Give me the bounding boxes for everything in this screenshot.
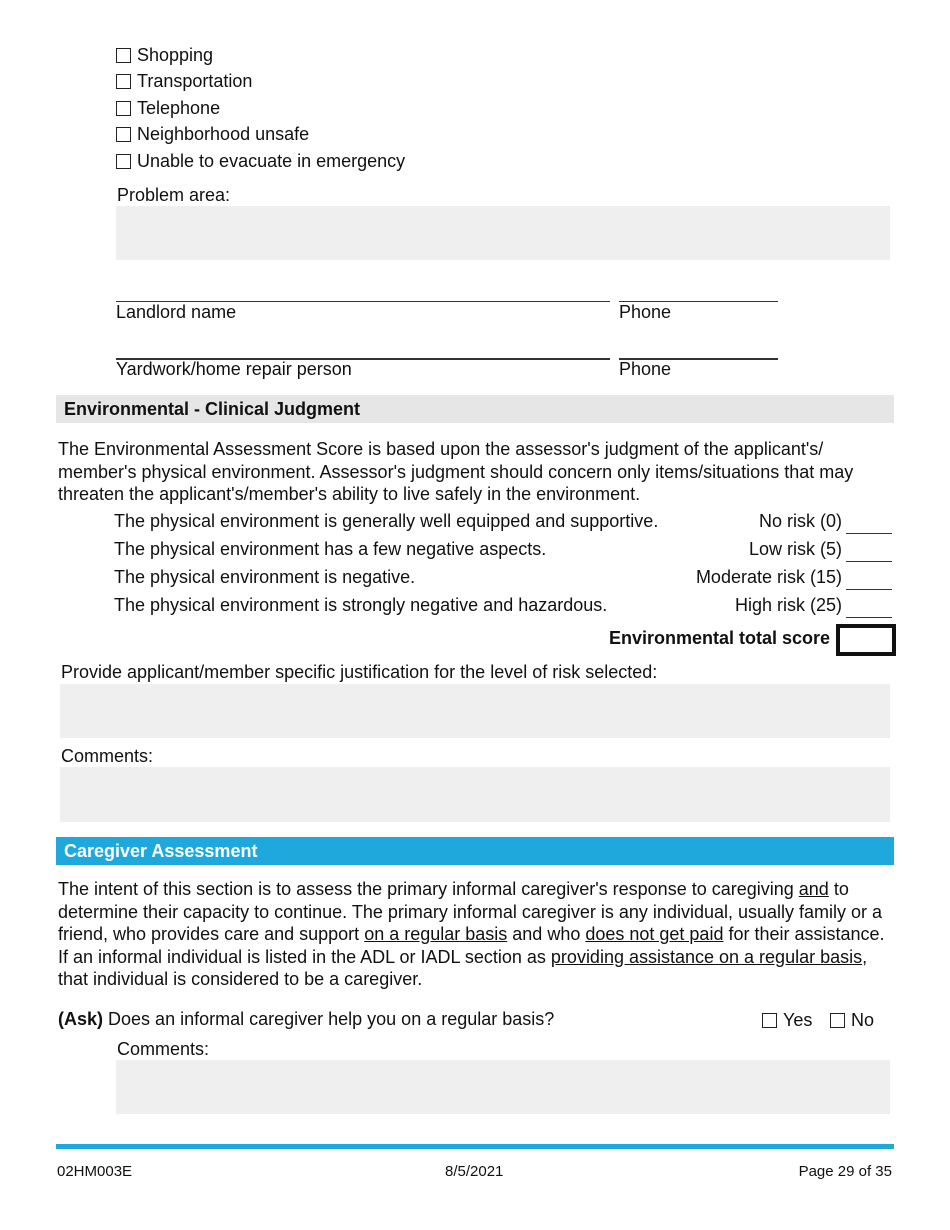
checkbox-item-transportation[interactable] (116, 70, 252, 92)
yardwork-phone-label: Phone (619, 359, 672, 379)
caregiver-yes-option[interactable] (762, 1009, 812, 1031)
risk-label-moderate: Moderate risk (15) (695, 567, 842, 587)
checkbox-label: Telephone (137, 97, 221, 118)
environmental-intro: The Environmental Assessment Score is based upon the assessor's judgment of the applicant's/ member's physical environment. Assessor's judgment should concern only items/situations that may threaten the applicant's/member's ability to live safely in the environment. (58, 439, 854, 504)
justification-label: Provide applicant/member specific justification for the level of risk selected: (61, 662, 658, 682)
risk-score-field-none[interactable] (846, 513, 892, 534)
ask-prefix: (Ask) (58, 1009, 104, 1029)
landlord-phone-label: Phone (619, 302, 672, 322)
risk-score-field-high[interactable] (846, 597, 892, 618)
checkbox-label: Neighborhood unsafe (137, 123, 310, 144)
caregiver-no-option[interactable] (830, 1009, 874, 1031)
problem-area-label: Problem area: (117, 185, 231, 205)
checkbox-item-shopping[interactable] (116, 44, 213, 66)
checkbox-shopping[interactable] (116, 48, 131, 63)
yardwork-name-label: Yardwork/home repair person (116, 359, 352, 379)
footer-divider (56, 1144, 894, 1149)
checkbox-label: Transportation (137, 70, 253, 91)
checkbox-item-neighborhood-unsafe[interactable] (116, 123, 309, 145)
environmental-comments-field[interactable] (60, 767, 890, 822)
justification-field[interactable] (60, 684, 890, 738)
footer-date: 8/5/2021 (445, 1163, 504, 1180)
risk-desc-low: The physical environment has a few negative aspects. (114, 539, 547, 559)
risk-label-high: High risk (25) (734, 595, 842, 615)
caregiver-question (58, 1009, 554, 1030)
no-label: No (851, 1009, 875, 1030)
caregiver-comments-field[interactable] (116, 1060, 890, 1114)
landlord-name-label: Landlord name (116, 302, 237, 322)
checkbox-label: Unable to evacuate in emergency (137, 150, 406, 171)
checkbox-neighborhood-unsafe[interactable] (116, 127, 131, 142)
footer-page-number: Page 29 of 35 (798, 1163, 892, 1180)
environmental-comments-label: Comments: (61, 746, 154, 766)
yes-label: Yes (783, 1009, 813, 1030)
caregiver-section-header: Caregiver Assessment (56, 837, 894, 865)
checkbox-label: Shopping (137, 44, 214, 65)
checkbox-unable-to-evacuate[interactable] (116, 154, 131, 169)
environmental-total-label: Environmental total score (608, 628, 830, 648)
risk-score-field-moderate[interactable] (846, 569, 892, 590)
checkbox-no[interactable] (830, 1013, 845, 1028)
risk-score-field-low[interactable] (846, 541, 892, 562)
risk-desc-none: The physical environment is generally well equipped and supportive. (114, 511, 659, 531)
checkbox-item-unable-to-evacuate[interactable] (116, 150, 405, 172)
risk-label-low: Low risk (5) (748, 539, 842, 559)
footer-form-id: 02HM003E (57, 1163, 133, 1180)
caregiver-comments-label: Comments: (117, 1039, 210, 1059)
problem-area-field[interactable] (116, 206, 890, 260)
caregiver-question-text: Does an informal caregiver help you on a regular basis? (108, 1009, 555, 1029)
risk-desc-high: The physical environment is strongly negative and hazardous. (114, 595, 608, 615)
checkbox-item-telephone[interactable] (116, 97, 220, 119)
caregiver-intro: The intent of this section is to assess the primary informal caregiver's response to caregiving and to determine their capacity to continue. The primary informal caregiver is any individual, usually family or a friend, who provides care and support on a regular basis and who does not get paid for their assistance. If an informal individual is listed in the ADL or IADL section as providing assistance on a regular basis, that individual is considered to be a caregiver. (58, 879, 885, 989)
risk-label-none: No risk (0) (758, 511, 842, 531)
checkbox-yes[interactable] (762, 1013, 777, 1028)
checkbox-telephone[interactable] (116, 101, 131, 116)
environmental-total-score-box[interactable] (836, 624, 896, 656)
risk-desc-moderate: The physical environment is negative. (114, 567, 416, 587)
environmental-section-header: Environmental - Clinical Judgment (56, 395, 894, 423)
checkbox-transportation[interactable] (116, 74, 131, 89)
